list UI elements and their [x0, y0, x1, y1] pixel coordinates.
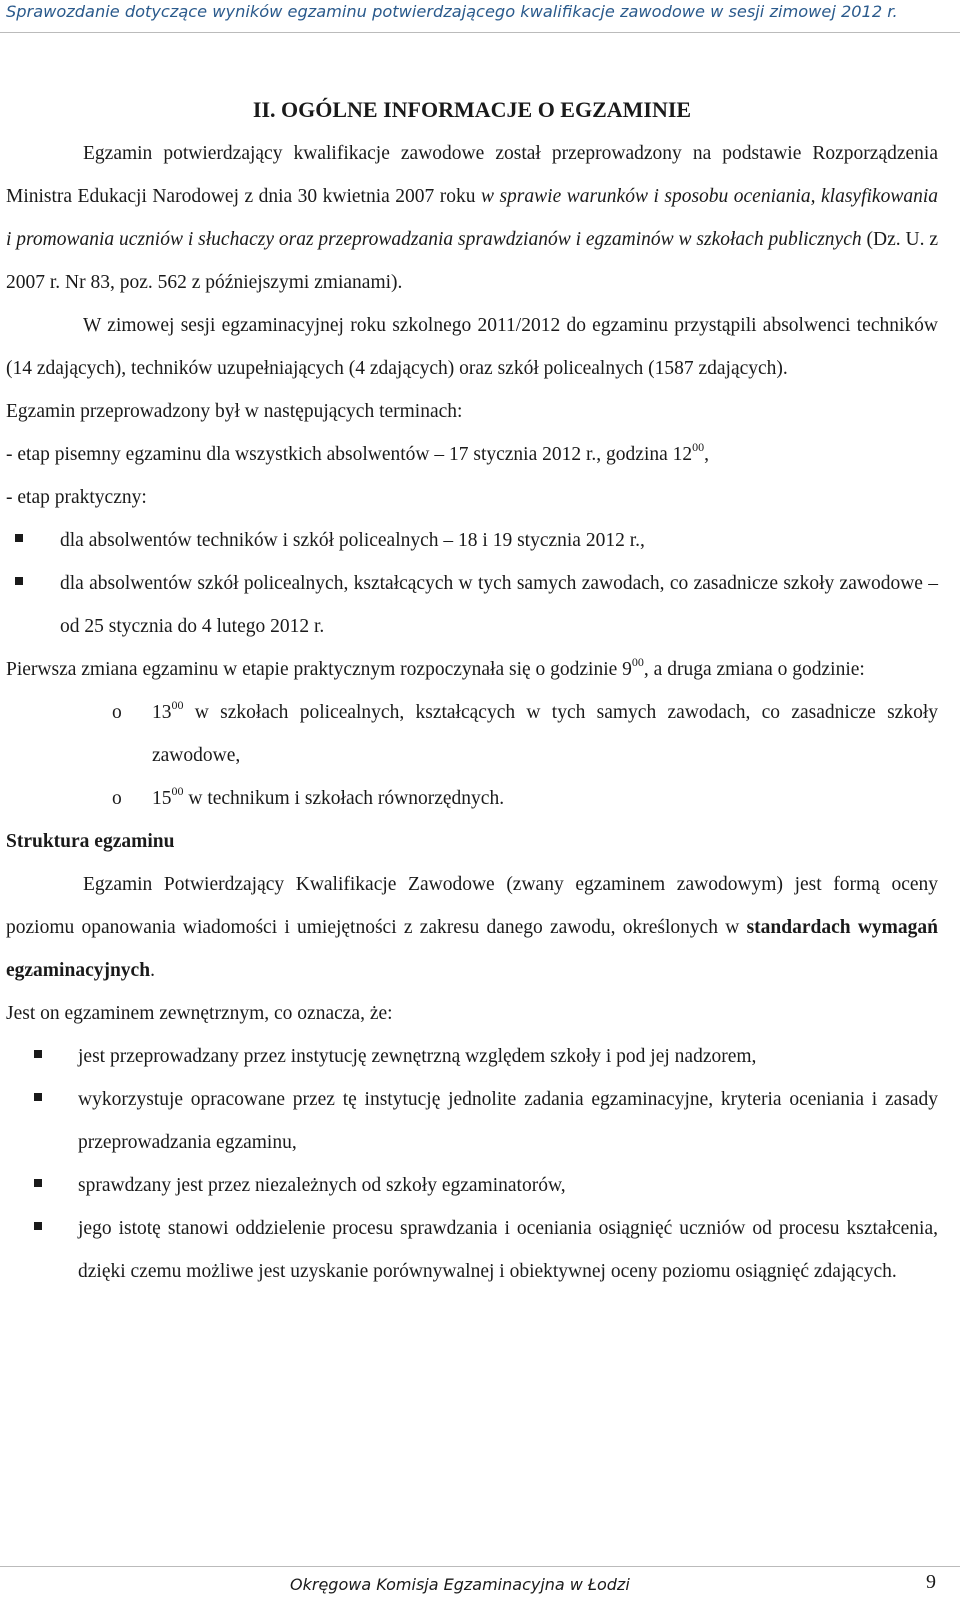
structure-paragraph [6, 863, 938, 992]
header-rule [0, 32, 960, 33]
participants-paragraph: W zimowej sesji egzaminacyjnej roku szkolnego 2011/2012 do egzaminu przystąpili absolwenci techników (14 zdających), techników uzupełniających (4 zdających) oraz szkół policealnych (1587 zdających). [6, 315, 938, 379]
page-footer [0, 1566, 960, 1607]
legal-reference: (Dz. U. z 2007 r. Nr 83, poz. 562 z późniejszymi zmianami). [6, 229, 938, 293]
written-stage-line [6, 433, 938, 476]
shift-hour: 13 [152, 702, 172, 723]
structure-heading: Struktura egzaminu [6, 831, 175, 852]
shift-paragraph [6, 648, 938, 691]
structure-text: Egzamin Potwierdzający Kwalifikacje Zawodowe (zwany egzaminem zawodowym) jest formą oceny poziomu opanowania wiadomości i umiejętności z zakresu danego zawodu, określonych w [6, 874, 938, 938]
schedule-intro: Egzamin przeprowadzony był w następujących terminach: [6, 401, 463, 422]
list-item: jego istotę stanowi oddzielenie procesu sprawdzania i oceniania osiągnięć uczniów od procesu kształcenia, dzięki czemu możliwe jest uzyskanie porównywalnej i obiektywnej oceny poziomu osiągnięć zdających. [6, 1207, 938, 1293]
shift-minutes: 00 [631, 655, 644, 669]
shift-item-text: w technikum i szkołach równorzędnych. [183, 788, 505, 809]
shift-text: Pierwsza zmiana egzaminu w etapie praktycznym rozpoczynała się o godzinie 9 [6, 659, 632, 680]
structure-text-end: . [150, 960, 155, 981]
shift-hour: 15 [152, 788, 172, 809]
external-exam-list [6, 1035, 938, 1293]
list-item: dla absolwentów techników i szkół policealnych – 18 i 19 stycznia 2012 r., [6, 519, 938, 562]
legal-basis-paragraph [6, 132, 938, 304]
written-stage-minutes: 00 [692, 440, 705, 454]
section-title: II. OGÓLNE INFORMACJE O EGZAMINIE [252, 97, 692, 122]
shift-hour-minutes: 00 [171, 698, 184, 712]
list-item: sprawdzany jest przez niezależnych od szkoły egzaminatorów, [6, 1164, 938, 1207]
footer-organization: Okręgowa Komisja Egzaminacyjna w Łodzi [290, 1575, 630, 1594]
regulation-title: w sprawie warunków i sposobu oceniania, klasyfikowania i promowania uczniów i słuchaczy oraz przeprowadzania sprawdzianów i egzaminów w szkołach publicznych [6, 186, 938, 250]
circle-bullet: o [112, 788, 122, 809]
second-shift-list [6, 691, 938, 820]
shift-item-text: w szkołach policealnych, kształcących w tych samych zawodach, co zasadnicze szkoły zawodowe, [152, 702, 938, 766]
list-item: jest przeprowadzany przez instytucję zewnętrzną względem szkoły i pod jej nadzorem, [6, 1035, 938, 1078]
list-item [6, 691, 938, 777]
list-item [6, 777, 938, 820]
external-exam-intro: Jest on egzaminem zewnętrznym, co oznacza, że: [6, 1003, 393, 1024]
shift-text-end: , a druga zmiana o godzinie: [643, 659, 865, 680]
shift-hour-minutes: 00 [171, 784, 184, 798]
list-item: wykorzystuje opracowane przez tę instytucję jednolite zadania egzaminacyjne, kryteria oceniania i zasady przeprowadzania egzaminu, [6, 1078, 938, 1164]
page-number: 9 [926, 1571, 936, 1593]
practical-stage-list [6, 519, 938, 648]
circle-bullet: o [112, 702, 122, 723]
practical-stage-line: - etap praktyczny: [6, 487, 147, 508]
standards-term: standardach wymagań egzaminacyjnych [6, 917, 938, 981]
written-stage-text: - etap pisemny egzaminu dla wszystkich absolwentów – 17 stycznia 2012 r., godzina 12 [6, 444, 693, 465]
written-stage-punct: , [704, 444, 710, 465]
page-content [6, 88, 938, 1293]
legal-basis-text: Egzamin potwierdzający kwalifikacje zawodowe został przeprowadzony na podstawie Rozporządzenia Ministra Edukacji Narodowej z dnia 30 kwietnia 2007 roku [6, 143, 938, 207]
running-header: Sprawozdanie dotyczące wyników egzaminu potwierdzającego kwalifikacje zawodowe w sesji zimowej 2012 r. [6, 2, 898, 21]
list-item: dla absolwentów szkół policealnych, kształcących w tych samych zawodach, co zasadnicze szkoły zawodowe – od 25 stycznia do 4 lutego 2012 r. [6, 562, 938, 648]
